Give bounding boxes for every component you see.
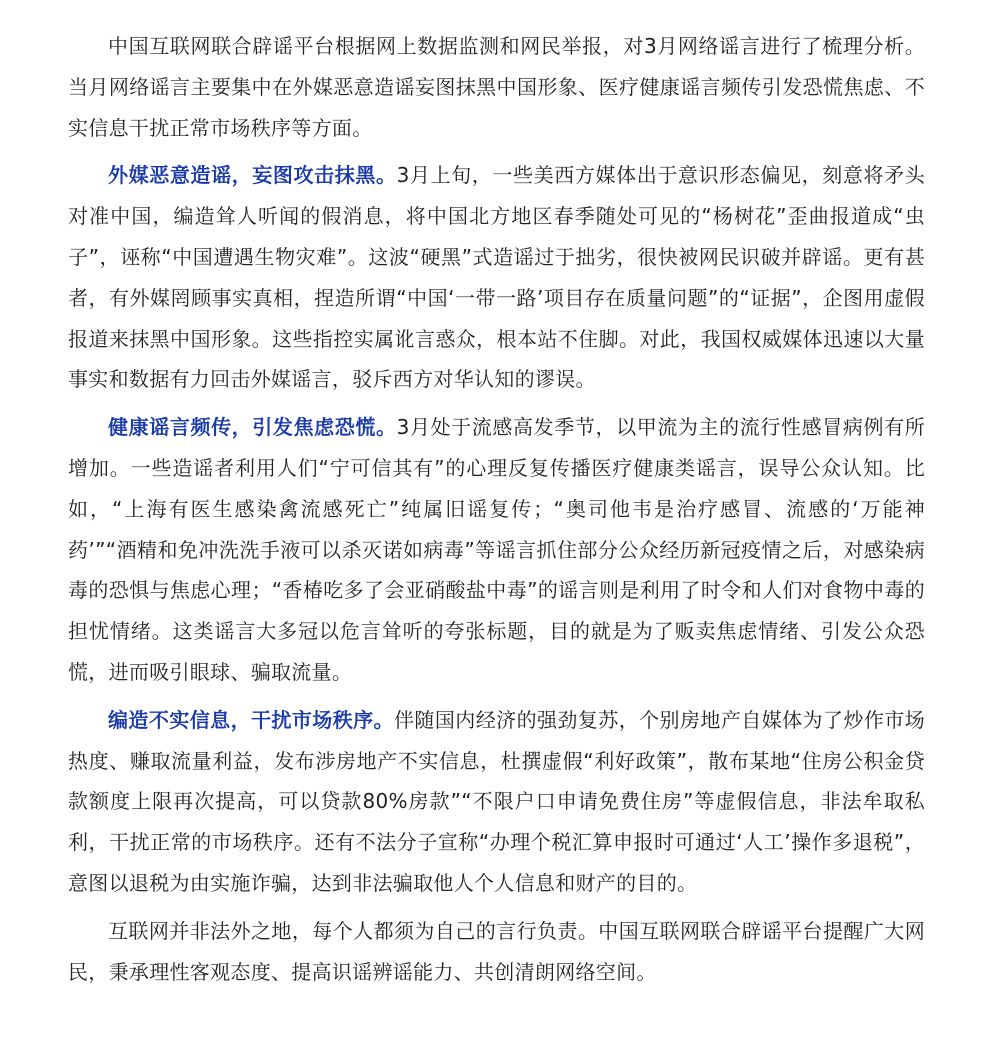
paragraph-foreign-media [68, 155, 925, 400]
paragraph-closing-text: 互联网并非法外之地，每个人都须为自己的言行负责。中国互联网联合辟谣平台提醒广大网民，秉承理性客观态度、提高识谣辨谣能力、共创清朗网络空间。 [68, 918, 925, 984]
paragraph-health-rumors [68, 407, 925, 693]
paragraph-market-order-heading: 编造不实信息，干扰市场秩序。 [108, 707, 394, 732]
paragraph-market-order [68, 700, 925, 904]
paragraph-intro-text: 中国互联网联合辟谣平台根据网上数据监测和网民举报，对3月网络谣言进行了梳理分析。当月网络谣言主要集中在外媒恶意造谣妄图抹黑中国形象、医疗健康谣言频传引发恐慌焦虑、不实信息干扰正常市场秩序等方面。 [68, 34, 925, 140]
paragraph-market-order-text: 伴随国内经济的强劲复苏，个别房地产自媒体为了炒作市场热度、赚取流量利益，发布涉房地产不实信息，杜撰虚假“利好政策”，散布某地“住房公积金贷款额度上限再次提高，可以贷款80%房款”“不限户口申请免费住房”等虚假信息，非法牟取私利，干扰正常的市场秩序。还有不法分子宣称“办理个税汇算申报时可通过‘人工’操作多退税”，意图以退税为由实施诈骗，达到非法骗取他人个人信息和财产的目的。 [68, 707, 925, 895]
paragraph-foreign-media-text: 3月上旬，一些美西方媒体出于意识形态偏见，刻意将矛头对准中国，编造耸人听闻的假消息，将中国北方地区春季随处可见的“杨树花”歪曲报道成“虫子”，诬称“中国遭遇生物灾难”。这波“硬黑”式造谣过于拙劣，很快被网民识破并辟谣。更有甚者，有外媒罔顾事实真相，捏造所谓“中国‘一带一路’项目存在质量问题”的“证据”，企图用虚假报道来抹黑中国形象。这些指控实属讹言惑众，根本站不住脚。对此，我国权威媒体迅速以大量事实和数据有力回击外媒谣言，驳斥西方对华认知的谬误。 [68, 163, 925, 392]
paragraph-closing [68, 911, 925, 993]
paragraph-health-rumors-heading: 健康谣言频传，引发焦虑恐慌。 [108, 415, 397, 440]
paragraph-intro [68, 26, 925, 148]
paragraph-foreign-media-heading: 外媒恶意造谣，妄图攻击抹黑。 [108, 163, 397, 188]
paragraph-health-rumors-text: 3月处于流感高发季节，以甲流为主的流行性感冒病例有所增加。一些造谣者利用人们“宁可信其有”的心理反复传播医疗健康类谣言，误导公众认知。比如，“上海有医生感染禽流感死亡”纯属旧谣复传；“奥司他韦是治疗感冒、流感的‘万能神药’”“酒精和免冲洗洗手液可以杀灭诺如病毒”等谣言抓住部分公众经历新冠疫情之后，对感染病毒的恐惧与焦虑心理；“香椿吃多了会亚硝酸盐中毒”的谣言则是利用了时令和人们对食物中毒的担忧情绪。这类谣言大多冠以危言耸听的夸张标题，目的就是为了贩卖焦虑情绪、引发公众恐慌，进而吸引眼球、骗取流量。 [68, 415, 925, 684]
